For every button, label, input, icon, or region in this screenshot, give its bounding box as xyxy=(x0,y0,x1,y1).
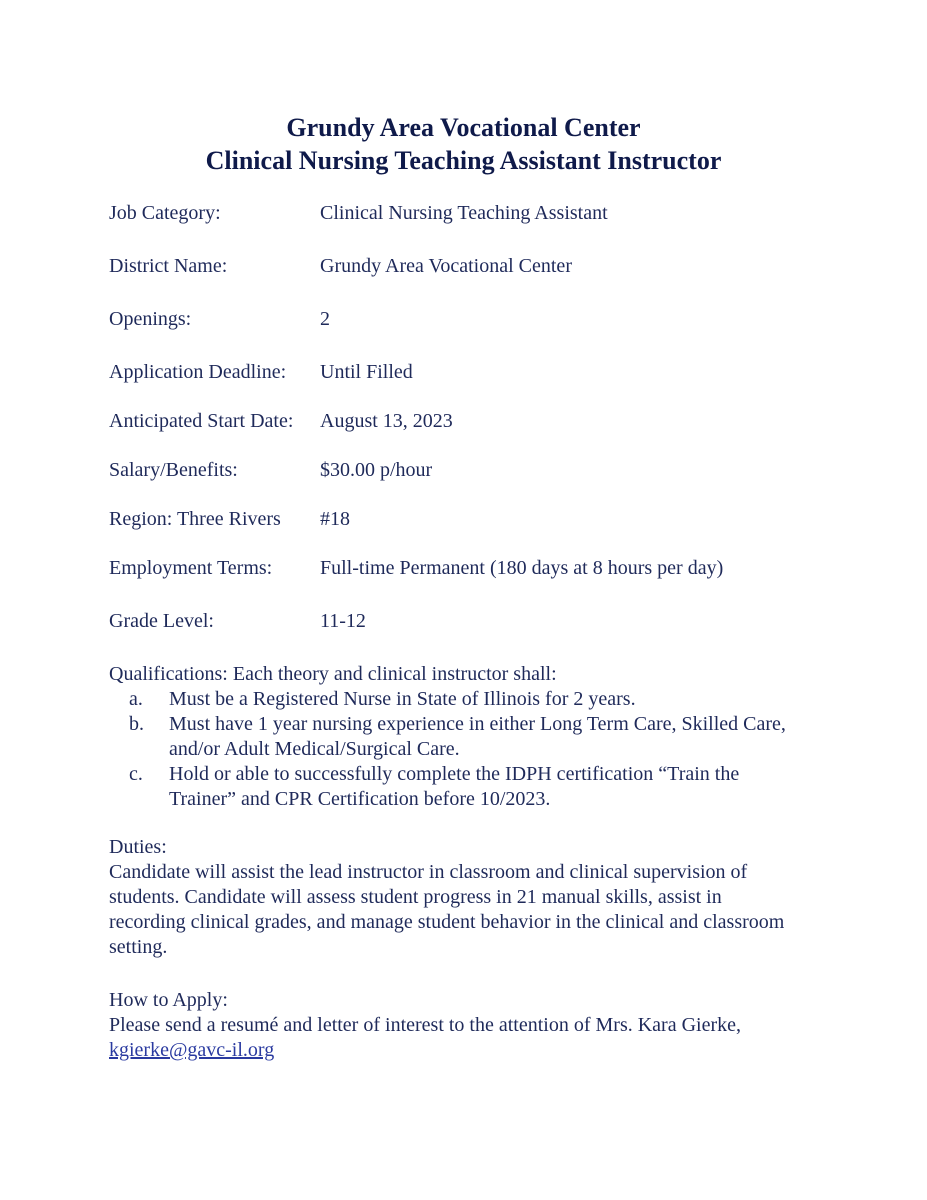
field-label: District Name: xyxy=(109,255,228,277)
qualification-text: Hold or able to successfully complete the IDPH certification “Train the Trainer” and CPR Certification before 10/2023. xyxy=(169,763,740,810)
qualification-item xyxy=(109,712,809,762)
field-label: Anticipated Start Date: xyxy=(109,410,294,432)
qualifications-heading: Qualifications: Each theory and clinical instructor shall: xyxy=(109,663,557,685)
field-value: $30.00 p/hour xyxy=(320,459,433,481)
qualification-item xyxy=(109,762,809,812)
field-label: Region: Three Rivers xyxy=(109,508,281,530)
field-value: August 13, 2023 xyxy=(320,410,453,432)
duties-section xyxy=(109,835,799,960)
field-value: Clinical Nursing Teaching Assistant xyxy=(320,202,608,224)
page-subtitle: Clinical Nursing Teaching Assistant Instructor xyxy=(205,146,722,175)
qualification-text: Must be a Registered Nurse in State of Illinois for 2 years. xyxy=(169,688,636,710)
field-label: Grade Level: xyxy=(109,610,214,632)
qualifications-section xyxy=(109,662,809,812)
page-title: Grundy Area Vocational Center xyxy=(286,113,641,142)
duties-text: Candidate will assist the lead instructor in classroom and clinical supervision of students. Candidate will assess student progress in 21 manual skills, assist in recording clinical grades, and manage student behavior in the clinical and classroom setting. xyxy=(109,861,785,958)
field-label: Employment Terms: xyxy=(109,557,273,579)
qualification-item xyxy=(109,687,809,712)
field-value: 11-12 xyxy=(320,610,366,632)
email-link[interactable]: kgierke@gavc-il.org xyxy=(109,1039,275,1061)
field-value: #18 xyxy=(320,508,350,530)
field-label: Openings: xyxy=(109,308,192,330)
field-value: Full-time Permanent (180 days at 8 hours per day) xyxy=(320,557,724,579)
field-label: Salary/Benefits: xyxy=(109,459,238,481)
duties-heading: Duties: xyxy=(109,836,167,858)
list-marker: b. xyxy=(129,713,144,735)
field-value: Grundy Area Vocational Center xyxy=(320,255,572,277)
field-label: Job Category: xyxy=(109,202,221,224)
how-to-apply-section xyxy=(109,988,809,1063)
apply-text: Please send a resumé and letter of interest to the attention of Mrs. Kara Gierke, xyxy=(109,1014,742,1036)
apply-heading: How to Apply: xyxy=(109,989,228,1011)
field-value: Until Filled xyxy=(320,361,413,383)
list-marker: a. xyxy=(129,688,143,710)
field-value: 2 xyxy=(320,308,330,330)
list-marker: c. xyxy=(129,763,143,785)
qualification-text: Must have 1 year nursing experience in either Long Term Care, Skilled Care, and/or Adult Medical/Surgical Care. xyxy=(169,713,786,760)
field-label: Application Deadline: xyxy=(109,361,287,383)
